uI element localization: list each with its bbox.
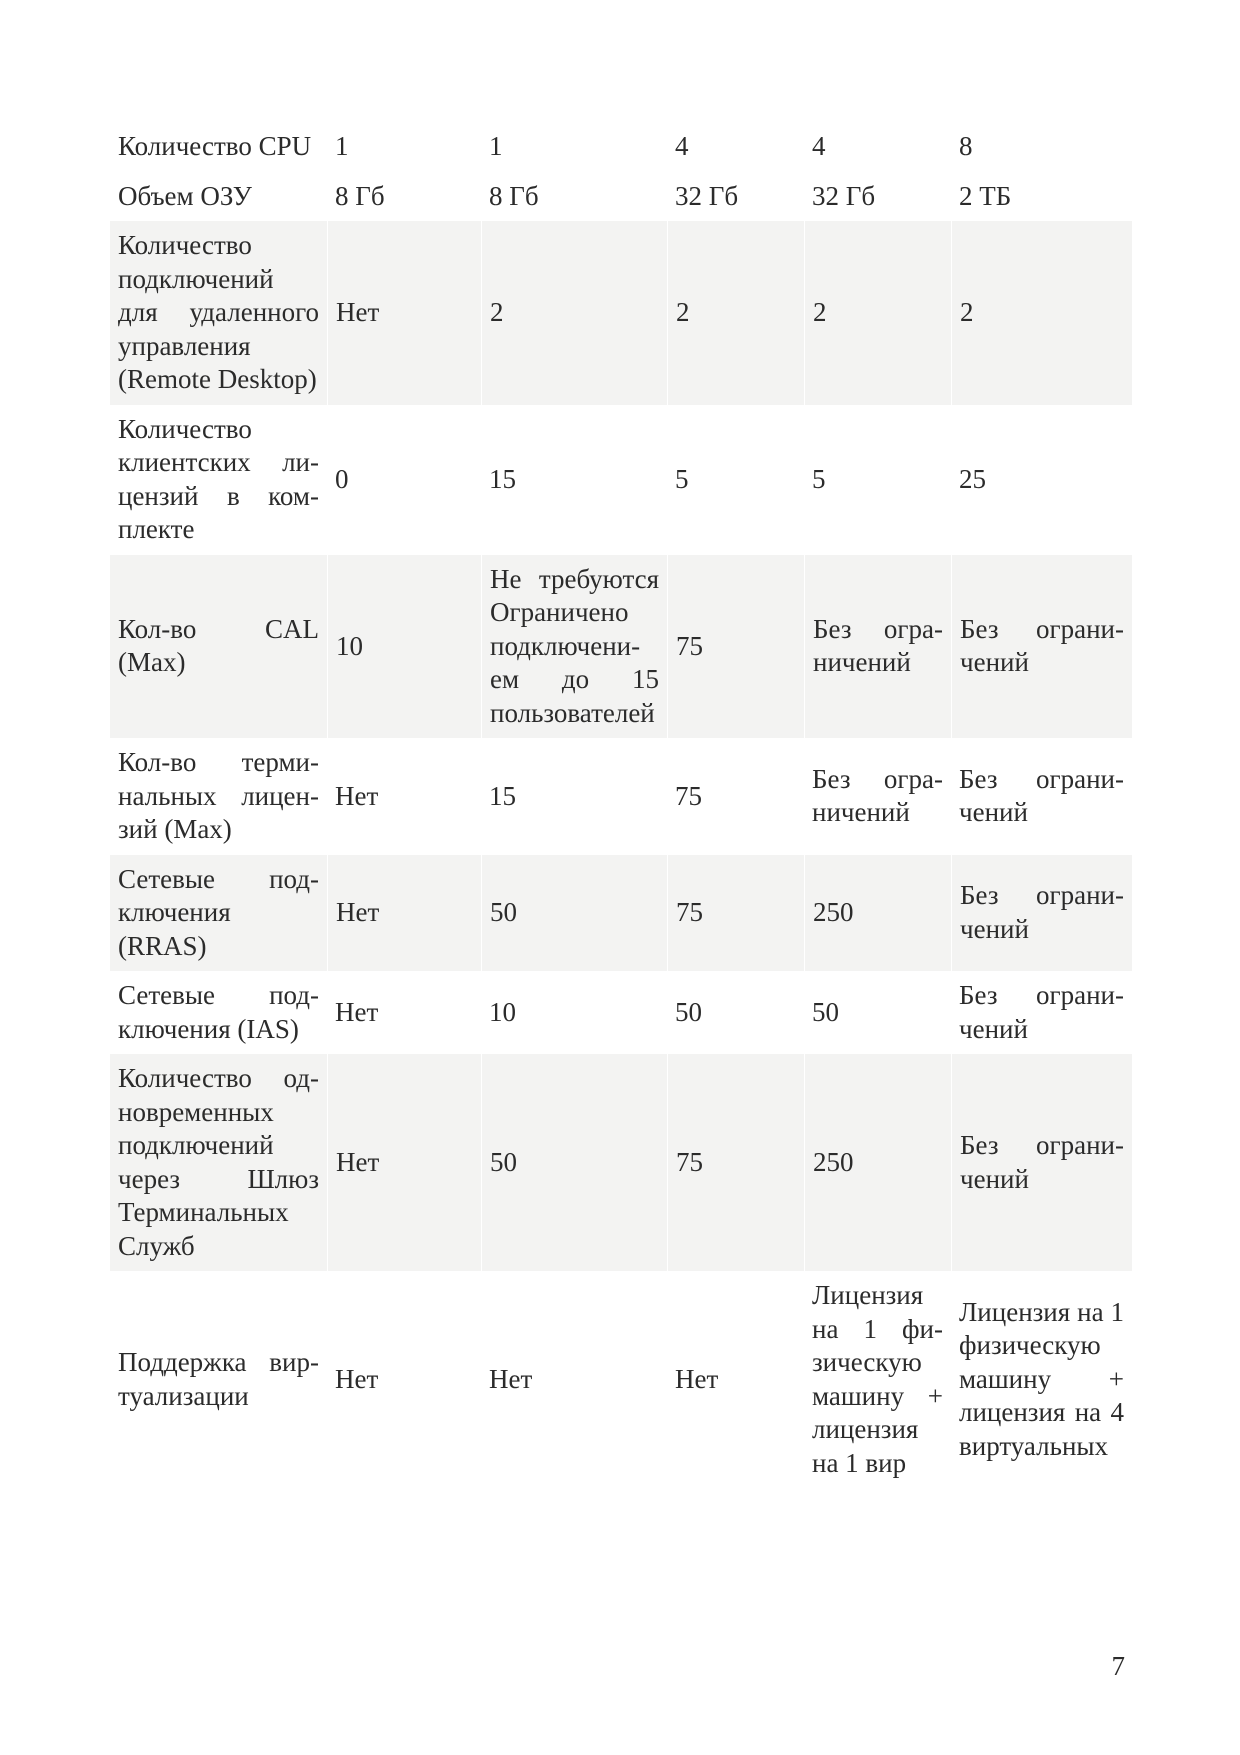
table-cell: 250 [804,855,951,972]
page-number: 7 [1111,1651,1125,1681]
table-cell: Нет [327,855,481,972]
table-cell: 2 [481,221,667,405]
row-label: Кол-во терминальных лицензий (Max) [118,747,319,844]
table-cell: 8 Гб [335,180,385,211]
table-row [110,172,1132,222]
table-cell: Нет [335,996,379,1027]
table-row [110,738,1132,855]
table-row [110,1271,1132,1488]
table-cell: 50 [481,1054,667,1271]
row-label: Кол-во CAL (Max) [110,555,327,739]
table-cell: 15 [489,463,516,494]
row-label: Объем ОЗУ [118,180,252,211]
table-cell: 2 [951,221,1132,405]
table-cell: Нет [675,1363,719,1394]
table-row [110,855,1132,972]
comparison-table [110,122,1132,1488]
table-cell: 8 [959,131,973,161]
table-cell: Без ограничений [951,555,1132,739]
table-row [110,405,1132,555]
table-cell: 0 [335,463,349,494]
table-cell: Лицензия на 1 физическую машину + лицензия на 1 вир [812,1280,943,1478]
table-row [110,122,1132,172]
table-cell: Без ограничений [959,980,1124,1044]
table-cell: 50 [675,996,702,1027]
table-cell: 75 [667,555,804,739]
table-cell: 32 Гб [812,180,876,211]
table-cell: 4 [675,131,689,161]
table-cell: 5 [675,463,689,494]
table-cell: 15 [489,780,516,811]
table-cell: Лицензия на 1 физическую машину + лицензия на 4 виртуальных [959,1296,1124,1461]
table-cell: 75 [667,855,804,972]
table-cell: 1 [489,131,503,161]
table-cell: 2 [804,221,951,405]
table-cell: 75 [667,1054,804,1271]
row-label: Количество одновременных подключений через Шлюз Терминальных Служб [110,1054,327,1271]
table-cell: 50 [812,996,839,1027]
table-cell: 25 [959,463,986,494]
table-cell: Нет [489,1363,533,1394]
table-cell: Не требуются Ограничено подключением до 15 пользователей [481,555,667,739]
row-label: Количество CPU [118,131,312,161]
table-cell: Без ограничений [812,763,943,828]
table-cell: 75 [675,780,702,811]
table-row [110,555,1132,739]
row-label: Количество подключений для удаленного управления (Remote Desktop) [110,221,327,405]
table-cell: Нет [327,221,481,405]
table-cell: Без ограничений [951,1054,1132,1271]
row-label: Сетевые подключения (IAS) [118,980,319,1044]
table-cell: 4 [812,131,826,161]
table-cell: 1 [335,131,349,161]
table-cell: 50 [481,855,667,972]
table-cell: Без ограничений [959,763,1124,828]
table-cell: 8 Гб [489,180,539,211]
table-cell: Без ограничений [804,555,951,739]
table-row [110,1054,1132,1271]
table-cell: 5 [812,463,826,494]
table-cell: 10 [327,555,481,739]
table-cell: 2 [667,221,804,405]
table-row [110,971,1132,1054]
table-cell: 10 [489,996,516,1027]
row-label: Количество клиентских лицензий в комплекте [118,413,319,544]
table-cell: Нет [335,780,379,811]
table-row [110,221,1132,405]
table-cell: Без ограничений [951,855,1132,972]
table-cell: 2 ТБ [959,180,1012,211]
table-cell: Нет [327,1054,481,1271]
row-label: Поддержка виртуализации [118,1347,319,1411]
table-cell: Нет [335,1363,379,1394]
row-label: Сетевые подключения (RRAS) [110,855,327,972]
table-cell: 250 [804,1054,951,1271]
table-cell: 32 Гб [675,180,739,211]
